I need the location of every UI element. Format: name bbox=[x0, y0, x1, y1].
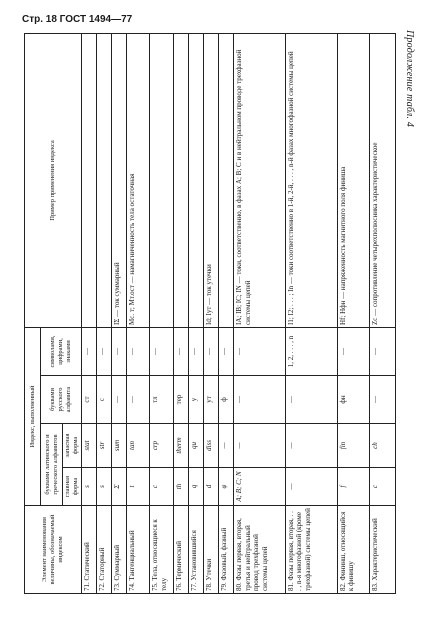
cell-example bbox=[81, 34, 96, 328]
cell-main: A; B; C; N bbox=[234, 468, 286, 506]
cell-reserve: diss bbox=[204, 424, 219, 468]
table-row bbox=[337, 34, 369, 594]
cell-main: s bbox=[81, 468, 96, 506]
table-row bbox=[174, 34, 189, 594]
index-table bbox=[24, 33, 396, 594]
table-row bbox=[219, 34, 234, 594]
cell-example bbox=[96, 34, 111, 328]
cell-example: IΣ — ток суммарный bbox=[111, 34, 126, 328]
col-element-header: Элемент наименования величины, обозначаемый индексом bbox=[25, 506, 82, 594]
cell-main: d bbox=[204, 468, 219, 506]
cell-example: Hf; Hфн — напряженность магнитного поля финиша bbox=[337, 34, 369, 328]
cell-russian: — bbox=[126, 376, 150, 424]
table-continuation-label: Продолжение табл. 4 bbox=[404, 30, 415, 128]
cell-element: 75. Тела, относящиеся к телу bbox=[150, 506, 174, 594]
page-header: Стр. 18 ГОСТ 1494—77 bbox=[22, 14, 133, 25]
table-body bbox=[81, 34, 395, 594]
cell-example bbox=[219, 34, 234, 328]
cell-reserve: — bbox=[219, 424, 234, 468]
col-reserve-form-header: запасная форма bbox=[63, 424, 82, 468]
cell-reserve: sum bbox=[111, 424, 126, 468]
col-index-group-header: Индекс, выполненный bbox=[25, 328, 41, 506]
cell-reserve: ch bbox=[370, 424, 396, 468]
cell-element: 76. Термический bbox=[174, 506, 189, 594]
table-row bbox=[370, 34, 396, 594]
cell-element: 73. Суммарный bbox=[111, 506, 126, 594]
rotated-table-container bbox=[24, 34, 396, 594]
cell-example bbox=[174, 34, 189, 328]
table-row bbox=[96, 34, 111, 594]
cell-element: 80. Фазы первая, вторая, третья и нейтральный провод трехфазной системы цепей bbox=[234, 506, 286, 594]
table-row bbox=[189, 34, 204, 594]
cell-element: 81. Фазы первая, вторая, . . . , n-я многофазной (кроме трехфазной) системы цепей bbox=[286, 506, 338, 594]
cell-russian: у bbox=[189, 376, 204, 424]
cell-russian: фн bbox=[337, 376, 369, 424]
table-row bbox=[126, 34, 150, 594]
cell-example: Mс. т; Mт.ост — намагниченность тела остаточная bbox=[126, 34, 150, 328]
cell-reserve: str bbox=[96, 424, 111, 468]
cell-russian: ут bbox=[204, 376, 219, 424]
col-symbols-header: символами, цифрами, знаками bbox=[41, 328, 82, 376]
table-row bbox=[234, 34, 286, 594]
cell-element: 74. Тангенциальный bbox=[126, 506, 150, 594]
cell-example: Id; Iут — ток утечки bbox=[204, 34, 219, 328]
cell-reserve: therm bbox=[174, 424, 189, 468]
cell-element: 83. Характеристический bbox=[370, 506, 396, 594]
cell-reserve: qu bbox=[189, 424, 204, 468]
cell-reserve: — bbox=[286, 424, 338, 468]
table-row bbox=[111, 34, 126, 594]
cell-main: Σ bbox=[111, 468, 126, 506]
cell-russian: с bbox=[96, 376, 111, 424]
cell-symbols: — bbox=[111, 328, 126, 376]
cell-main: φ bbox=[219, 468, 234, 506]
cell-russian: — bbox=[370, 376, 396, 424]
cell-reserve: — bbox=[234, 424, 286, 468]
cell-main: c bbox=[150, 468, 174, 506]
cell-symbols: — bbox=[189, 328, 204, 376]
cell-main: f bbox=[337, 468, 369, 506]
table-row bbox=[150, 34, 174, 594]
cell-russian: ф bbox=[219, 376, 234, 424]
table-row bbox=[286, 34, 338, 594]
cell-example: IA; IB; IC; IN — токи, соответственно, в фазах A; B; C и в нейтральном проводе трехфазной системы цепей bbox=[234, 34, 286, 328]
cell-symbols: — bbox=[96, 328, 111, 376]
cell-symbols: — bbox=[219, 328, 234, 376]
cell-element: 71. Статический bbox=[81, 506, 96, 594]
cell-main: t bbox=[126, 468, 150, 506]
cell-element: 82. Фининш, относящийся к финишу bbox=[337, 506, 369, 594]
cell-symbols: — bbox=[174, 328, 189, 376]
col-russian-header: буквами русского алфавита bbox=[41, 376, 82, 424]
cell-main: — bbox=[286, 468, 338, 506]
col-example-header: Пример применения индекса bbox=[25, 34, 82, 328]
cell-main: q bbox=[189, 468, 204, 506]
cell-reserve: crp bbox=[150, 424, 174, 468]
cell-symbols: — bbox=[150, 328, 174, 376]
cell-main: s bbox=[96, 468, 111, 506]
cell-russian: тер bbox=[174, 376, 189, 424]
col-latin-group-header: буквами латинского и греческого алфавитов bbox=[41, 424, 63, 506]
cell-symbols: — bbox=[337, 328, 369, 376]
cell-russian: — bbox=[234, 376, 286, 424]
cell-element: 72. Статорный bbox=[96, 506, 111, 594]
cell-reserve: tan bbox=[126, 424, 150, 468]
cell-reserve: fin bbox=[337, 424, 369, 468]
cell-symbols: — bbox=[81, 328, 96, 376]
cell-symbols: — bbox=[204, 328, 219, 376]
cell-example bbox=[150, 34, 174, 328]
cell-example bbox=[189, 34, 204, 328]
table-row bbox=[81, 34, 96, 594]
table-row bbox=[204, 34, 219, 594]
cell-symbols: 1, 2, . . . , n bbox=[286, 328, 338, 376]
cell-symbols: — bbox=[234, 328, 286, 376]
cell-reserve: stat bbox=[81, 424, 96, 468]
cell-russian: — bbox=[111, 376, 126, 424]
cell-symbols: — bbox=[126, 328, 150, 376]
cell-main: c bbox=[370, 468, 396, 506]
cell-example: I1; I2; . . . ; In — токи соответственно в 1-й, 2-й, . . . , n-й фазах многофазной системы цепей bbox=[286, 34, 338, 328]
cell-main: th bbox=[174, 468, 189, 506]
cell-example: Zc — сопротивление четырехполюсника характеристическое bbox=[370, 34, 396, 328]
cell-symbols: — bbox=[370, 328, 396, 376]
cell-element: 78. Утечки bbox=[204, 506, 219, 594]
cell-element: 77. Установившийся bbox=[189, 506, 204, 594]
cell-russian: тл bbox=[150, 376, 174, 424]
col-main-form-header: главная форма bbox=[63, 468, 82, 506]
cell-russian: — bbox=[286, 376, 338, 424]
cell-russian: ст bbox=[81, 376, 96, 424]
cell-element: 79. Фазовый, фазный bbox=[219, 506, 234, 594]
